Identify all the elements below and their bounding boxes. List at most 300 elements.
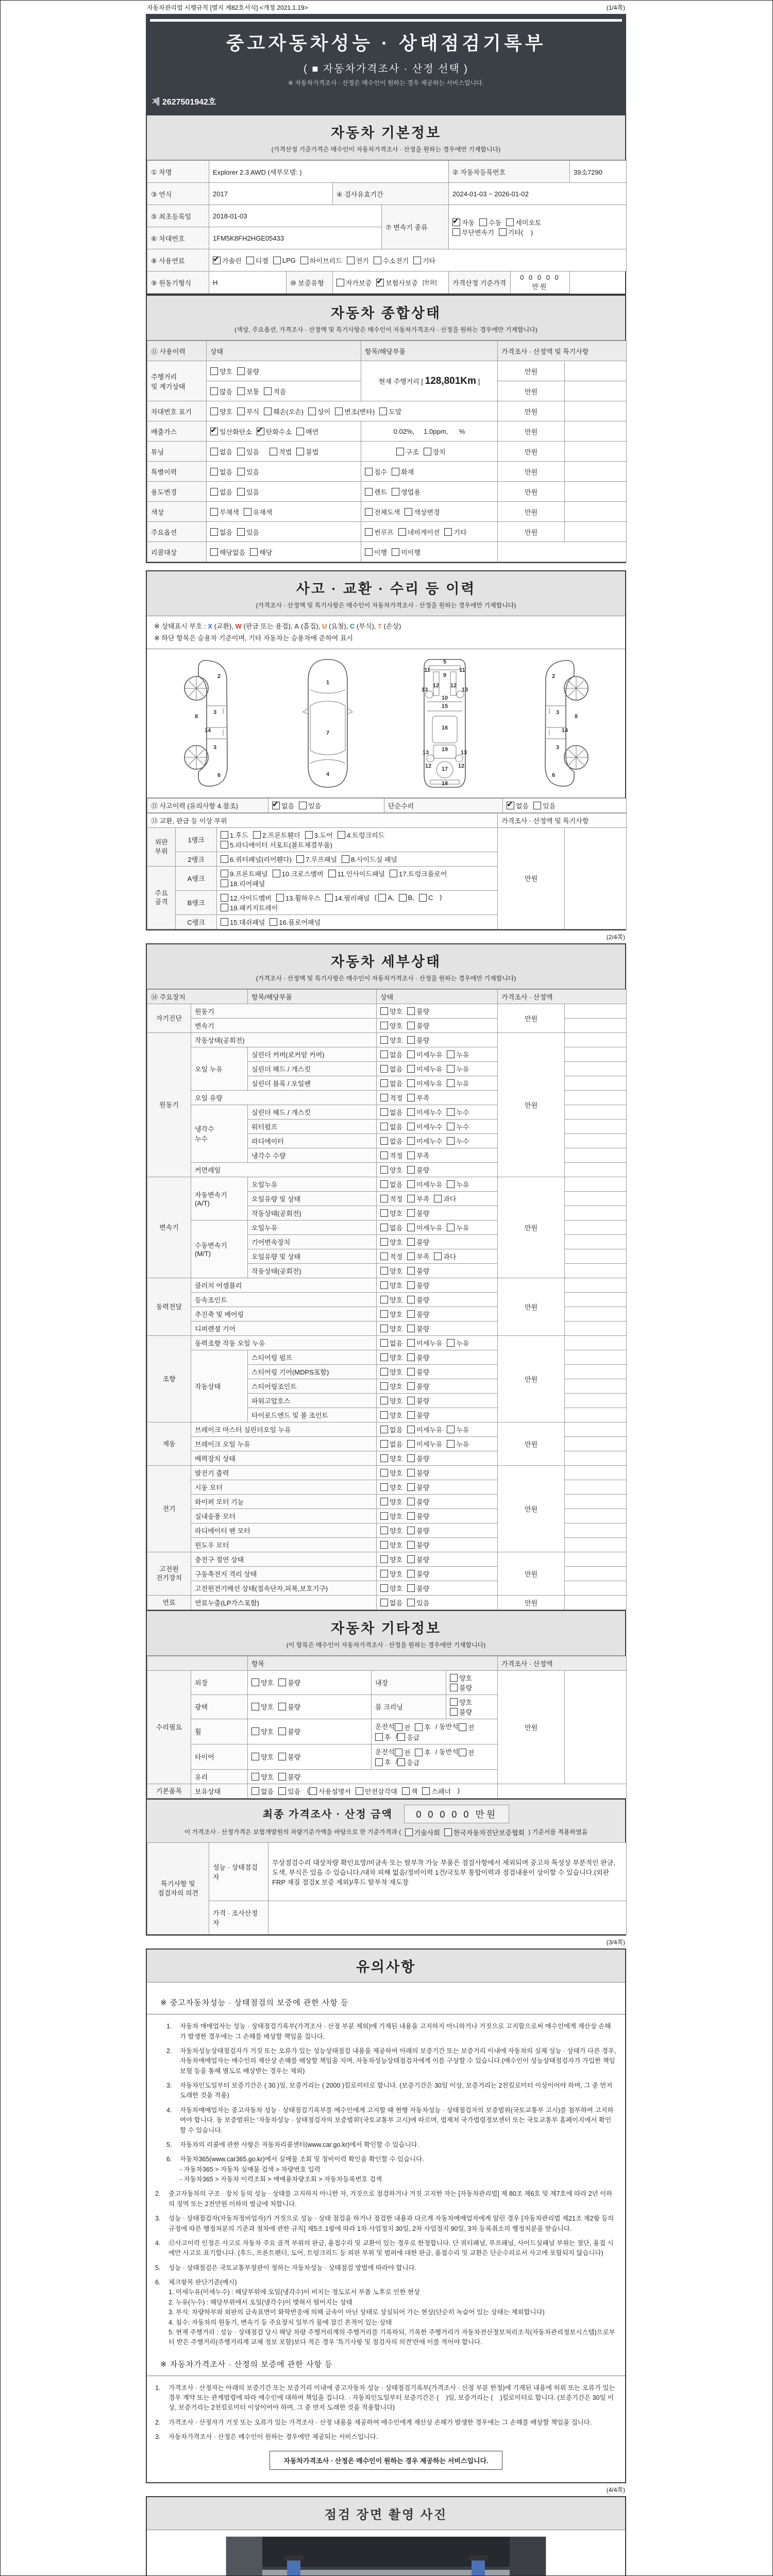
checkbox-option[interactable] xyxy=(447,1078,469,1088)
unchecked-box[interactable] xyxy=(380,1325,388,1332)
unchecked-box[interactable] xyxy=(407,1527,415,1534)
unchecked-box[interactable] xyxy=(338,831,345,839)
unchecked-box[interactable] xyxy=(407,1339,415,1347)
unchecked-box[interactable] xyxy=(407,1137,415,1145)
unchecked-box[interactable] xyxy=(479,218,487,226)
unchecked-box[interactable] xyxy=(392,548,399,556)
checkbox-option[interactable] xyxy=(380,1150,402,1160)
checkbox-option[interactable] xyxy=(407,1280,429,1290)
unchecked-box[interactable] xyxy=(237,408,245,415)
checkbox-option[interactable] xyxy=(273,869,324,878)
checked-box[interactable] xyxy=(213,257,221,264)
unchecked-box[interactable] xyxy=(380,1411,388,1419)
checkbox-option[interactable] xyxy=(434,1251,456,1261)
checkbox-option[interactable] xyxy=(305,830,333,840)
unchecked-box[interactable] xyxy=(273,870,280,877)
unchecked-box[interactable] xyxy=(347,257,355,264)
unchecked-box[interactable] xyxy=(380,1397,388,1404)
checkbox-option[interactable] xyxy=(296,447,318,456)
unchecked-box[interactable] xyxy=(380,1238,388,1246)
unchecked-box[interactable] xyxy=(447,1426,455,1433)
unchecked-box[interactable] xyxy=(380,1252,388,1260)
checkbox-option[interactable] xyxy=(210,427,252,436)
checkbox-option[interactable] xyxy=(347,256,369,265)
unchecked-box[interactable] xyxy=(450,1674,458,1682)
unchecked-box[interactable] xyxy=(407,1454,415,1462)
unchecked-box[interactable] xyxy=(506,218,514,226)
checkbox-option[interactable] xyxy=(407,1352,429,1362)
checkbox-option[interactable] xyxy=(210,507,239,517)
checkbox-option[interactable] xyxy=(407,1367,429,1377)
checkbox-option[interactable] xyxy=(413,256,435,265)
unchecked-box[interactable] xyxy=(407,1325,415,1332)
unchecked-box[interactable] xyxy=(221,831,228,839)
checkbox-option[interactable] xyxy=(296,427,318,436)
checkbox-option[interactable] xyxy=(407,1554,429,1564)
checkbox-option[interactable] xyxy=(407,1093,429,1103)
unchecked-box[interactable] xyxy=(407,1469,415,1477)
checkbox-option[interactable] xyxy=(407,1425,442,1434)
unchecked-box[interactable] xyxy=(221,918,228,926)
checkbox-option[interactable] xyxy=(257,427,292,436)
unchecked-box[interactable] xyxy=(450,1698,458,1706)
checkbox-option[interactable] xyxy=(365,487,387,497)
unchecked-box[interactable] xyxy=(210,488,218,496)
unchecked-box[interactable] xyxy=(380,1512,388,1520)
unchecked-box[interactable] xyxy=(380,1599,388,1606)
unchecked-box[interactable] xyxy=(444,528,452,536)
unchecked-box[interactable] xyxy=(356,1787,363,1795)
unchecked-box[interactable] xyxy=(380,1151,388,1159)
checkbox-option[interactable] xyxy=(251,1772,274,1782)
unchecked-box[interactable] xyxy=(407,1007,415,1015)
checkbox-option[interactable] xyxy=(264,406,304,416)
checkbox-option[interactable] xyxy=(380,1179,402,1189)
checkbox-option[interactable] xyxy=(447,1179,469,1189)
checkbox-option[interactable] xyxy=(407,1251,429,1261)
unchecked-box[interactable] xyxy=(380,1094,388,1101)
checkbox-option[interactable] xyxy=(380,1352,402,1362)
unchecked-box[interactable] xyxy=(380,1483,388,1491)
unchecked-box[interactable] xyxy=(237,488,245,496)
checkbox-option[interactable] xyxy=(447,1136,469,1146)
checkbox-option[interactable] xyxy=(296,854,337,864)
checkbox-option[interactable] xyxy=(221,917,265,927)
checkbox-option[interactable] xyxy=(365,547,387,557)
unchecked-box[interactable] xyxy=(407,1599,415,1606)
unchecked-box[interactable] xyxy=(210,387,218,395)
checkbox-option[interactable] xyxy=(210,447,232,456)
unchecked-box[interactable] xyxy=(407,1440,415,1448)
unchecked-box[interactable] xyxy=(221,904,228,911)
checkbox-option[interactable] xyxy=(422,1786,451,1796)
unchecked-box[interactable] xyxy=(407,1483,415,1491)
checkbox-option[interactable] xyxy=(395,1748,411,1757)
checkbox-option[interactable] xyxy=(407,1324,429,1333)
checkbox-option[interactable] xyxy=(407,1064,442,1074)
unchecked-box[interactable] xyxy=(407,1195,415,1202)
unchecked-box[interactable] xyxy=(276,894,284,902)
unchecked-box[interactable] xyxy=(210,367,218,375)
checkbox-option[interactable] xyxy=(380,1367,402,1377)
unchecked-box[interactable] xyxy=(407,1570,415,1578)
checkbox-option[interactable] xyxy=(407,1194,429,1204)
checkbox-option[interactable] xyxy=(407,1208,429,1218)
checkbox-option[interactable] xyxy=(407,1511,429,1521)
unchecked-box[interactable] xyxy=(407,1079,415,1087)
unchecked-box[interactable] xyxy=(415,1749,423,1756)
unchecked-box[interactable] xyxy=(278,1703,286,1710)
checkbox-option[interactable] xyxy=(251,1702,274,1711)
unchecked-box[interactable] xyxy=(459,1749,466,1756)
unchecked-box[interactable] xyxy=(308,408,316,415)
checkbox-option[interactable] xyxy=(380,1064,402,1074)
checkbox-option[interactable] xyxy=(397,1732,419,1742)
checkbox-option[interactable] xyxy=(244,507,273,517)
unchecked-box[interactable] xyxy=(221,841,228,849)
checkbox-option[interactable] xyxy=(338,830,385,840)
unchecked-box[interactable] xyxy=(447,1108,455,1116)
checkbox-option[interactable] xyxy=(447,1425,469,1434)
unchecked-box[interactable] xyxy=(405,508,412,516)
checkbox-option[interactable] xyxy=(380,1511,402,1521)
unchecked-box[interactable] xyxy=(444,1828,452,1836)
unchecked-box[interactable] xyxy=(380,1079,388,1087)
checkbox-option[interactable] xyxy=(447,1107,469,1117)
unchecked-box[interactable] xyxy=(380,1570,388,1578)
checkbox-option[interactable] xyxy=(407,1107,442,1117)
checkbox-option[interactable] xyxy=(407,1049,442,1059)
unchecked-box[interactable] xyxy=(296,428,304,435)
checkbox-option[interactable] xyxy=(447,1439,469,1449)
unchecked-box[interactable] xyxy=(380,1195,388,1202)
unchecked-box[interactable] xyxy=(237,448,245,455)
unchecked-box[interactable] xyxy=(380,1469,388,1477)
unchecked-box[interactable] xyxy=(396,448,404,455)
checkbox-option[interactable] xyxy=(379,406,401,416)
unchecked-box[interactable] xyxy=(379,408,387,415)
checkbox-option[interactable] xyxy=(237,467,259,477)
unchecked-box[interactable] xyxy=(380,1281,388,1289)
checkbox-option[interactable] xyxy=(380,1482,402,1492)
unchecked-box[interactable] xyxy=(210,448,218,455)
unchecked-box[interactable] xyxy=(380,1267,388,1275)
checkbox-option[interactable] xyxy=(251,1726,274,1736)
checkbox-option[interactable] xyxy=(447,1122,469,1131)
unchecked-box[interactable] xyxy=(407,1267,415,1275)
checkbox-option[interactable] xyxy=(237,527,259,537)
unchecked-box[interactable] xyxy=(210,408,218,415)
unchecked-box[interactable] xyxy=(407,1512,415,1520)
unchecked-box[interactable] xyxy=(450,1708,458,1716)
checkbox-option[interactable] xyxy=(380,1569,402,1579)
checkbox-option[interactable] xyxy=(380,1194,402,1204)
checkbox-option[interactable] xyxy=(380,1280,402,1290)
unchecked-box[interactable] xyxy=(273,257,281,264)
unchecked-box[interactable] xyxy=(296,448,304,455)
checkbox-option[interactable] xyxy=(251,1786,274,1796)
checkbox-option[interactable] xyxy=(407,1540,429,1550)
checkbox-option[interactable] xyxy=(380,1526,402,1535)
unchecked-box[interactable] xyxy=(407,1382,415,1390)
checkbox-option[interactable] xyxy=(221,840,332,850)
unchecked-box[interactable] xyxy=(365,508,373,516)
checkbox-option[interactable] xyxy=(407,1266,429,1276)
checkbox-option[interactable] xyxy=(365,467,387,477)
checkbox-option[interactable] xyxy=(278,1677,300,1687)
checkbox-option[interactable] xyxy=(407,1598,429,1607)
unchecked-box[interactable] xyxy=(452,228,460,236)
unchecked-box[interactable] xyxy=(407,1555,415,1563)
checkbox-option[interactable] xyxy=(444,527,466,537)
unchecked-box[interactable] xyxy=(407,1209,415,1217)
unchecked-box[interactable] xyxy=(278,1679,286,1686)
checkbox-option[interactable] xyxy=(380,1078,402,1088)
unchecked-box[interactable] xyxy=(450,1684,458,1691)
unchecked-box[interactable] xyxy=(407,1411,415,1419)
checkbox-option[interactable] xyxy=(221,830,248,840)
unchecked-box[interactable] xyxy=(407,1426,415,1433)
unchecked-box[interactable] xyxy=(447,1180,455,1188)
unchecked-box[interactable] xyxy=(395,1723,402,1731)
unchecked-box[interactable] xyxy=(407,1166,415,1174)
checkbox-option[interactable] xyxy=(380,1381,402,1391)
checkbox-option[interactable] xyxy=(380,1309,402,1319)
unchecked-box[interactable] xyxy=(251,1679,259,1686)
checkbox-option[interactable] xyxy=(407,1439,442,1449)
unchecked-box[interactable] xyxy=(447,1137,455,1145)
checkbox-option[interactable] xyxy=(380,1208,402,1218)
checkbox-option[interactable] xyxy=(273,257,296,264)
unchecked-box[interactable] xyxy=(407,1050,415,1058)
checkbox-option[interactable] xyxy=(210,366,232,376)
checkbox-option[interactable] xyxy=(380,1165,402,1175)
checkbox-option[interactable] xyxy=(270,917,321,927)
checkbox-option[interactable] xyxy=(407,1338,442,1348)
checked-box[interactable] xyxy=(210,428,218,435)
unchecked-box[interactable] xyxy=(278,1753,286,1760)
checkbox-option[interactable] xyxy=(221,903,278,912)
checkbox-option[interactable] xyxy=(309,1786,351,1796)
unchecked-box[interactable] xyxy=(380,1123,388,1130)
checkbox-option[interactable] xyxy=(390,869,447,878)
checkbox-option[interactable] xyxy=(380,1453,402,1463)
unchecked-box[interactable] xyxy=(380,1050,388,1058)
checkbox-option[interactable] xyxy=(276,893,321,903)
checkbox-option[interactable] xyxy=(221,893,272,903)
unchecked-box[interactable] xyxy=(407,1123,415,1130)
checkbox-option[interactable] xyxy=(210,547,245,557)
unchecked-box[interactable] xyxy=(380,1065,388,1073)
unchecked-box[interactable] xyxy=(278,1787,286,1795)
unchecked-box[interactable] xyxy=(398,528,406,536)
checkbox-option[interactable] xyxy=(270,447,292,456)
unchecked-box[interactable] xyxy=(424,448,431,455)
checkbox-option[interactable] xyxy=(325,893,369,903)
checkbox-option[interactable] xyxy=(407,1381,429,1391)
unchecked-box[interactable] xyxy=(251,1753,259,1760)
unchecked-box[interactable] xyxy=(221,879,228,887)
checkbox-option[interactable] xyxy=(380,1107,402,1117)
unchecked-box[interactable] xyxy=(380,1382,388,1390)
unchecked-box[interactable] xyxy=(264,387,272,395)
unchecked-box[interactable] xyxy=(407,1252,415,1260)
checkbox-option[interactable] xyxy=(450,1683,472,1692)
unchecked-box[interactable] xyxy=(399,894,407,902)
checkbox-option[interactable] xyxy=(506,217,541,227)
checkbox-option[interactable] xyxy=(392,487,421,497)
unchecked-box[interactable] xyxy=(210,548,218,556)
checkbox-option[interactable] xyxy=(459,1748,475,1757)
checkbox-option[interactable] xyxy=(380,1223,402,1232)
checkbox-option[interactable] xyxy=(407,1526,429,1535)
unchecked-box[interactable] xyxy=(380,1584,388,1592)
checkbox-option[interactable] xyxy=(380,1410,402,1420)
unchecked-box[interactable] xyxy=(422,1787,430,1795)
unchecked-box[interactable] xyxy=(253,831,261,839)
checkbox-option[interactable] xyxy=(380,1006,402,1016)
checkbox-option[interactable] xyxy=(407,1396,429,1405)
unchecked-box[interactable] xyxy=(380,1137,388,1145)
checkbox-option[interactable] xyxy=(300,256,342,265)
checkbox-option[interactable] xyxy=(250,547,272,557)
unchecked-box[interactable] xyxy=(251,1787,259,1795)
checkbox-option[interactable] xyxy=(378,894,394,902)
unchecked-box[interactable] xyxy=(434,1252,442,1260)
unchecked-box[interactable] xyxy=(278,1773,286,1781)
checked-box[interactable] xyxy=(376,279,384,286)
unchecked-box[interactable] xyxy=(499,228,507,236)
unchecked-box[interactable] xyxy=(335,408,343,415)
unchecked-box[interactable] xyxy=(237,528,245,536)
unchecked-box[interactable] xyxy=(407,1022,415,1029)
checkbox-option[interactable] xyxy=(308,406,330,416)
unchecked-box[interactable] xyxy=(390,870,397,877)
checkbox-option[interactable] xyxy=(415,1748,431,1757)
unchecked-box[interactable] xyxy=(407,1224,415,1231)
unchecked-box[interactable] xyxy=(237,387,245,395)
checkbox-option[interactable] xyxy=(533,801,556,810)
checkbox-option[interactable] xyxy=(221,878,265,888)
checkbox-option[interactable] xyxy=(299,801,321,810)
unchecked-box[interactable] xyxy=(365,528,373,536)
checkbox-option[interactable] xyxy=(380,1122,402,1131)
checkbox-option[interactable] xyxy=(450,1707,472,1717)
unchecked-box[interactable] xyxy=(221,855,228,863)
unchecked-box[interactable] xyxy=(459,1723,466,1731)
checkbox-option[interactable] xyxy=(237,487,259,497)
unchecked-box[interactable] xyxy=(244,508,251,516)
unchecked-box[interactable] xyxy=(407,1238,415,1246)
checkbox-option[interactable] xyxy=(380,1425,402,1434)
unchecked-box[interactable] xyxy=(407,1036,415,1044)
checkbox-option[interactable] xyxy=(210,386,232,396)
unchecked-box[interactable] xyxy=(413,257,421,264)
checkbox-option[interactable] xyxy=(444,1827,525,1837)
unchecked-box[interactable] xyxy=(251,1727,259,1735)
checkbox-option[interactable] xyxy=(407,1021,429,1030)
unchecked-box[interactable] xyxy=(380,1339,388,1347)
unchecked-box[interactable] xyxy=(395,1749,402,1756)
checkbox-option[interactable] xyxy=(450,1673,472,1683)
checkbox-option[interactable] xyxy=(392,467,414,477)
checkbox-option[interactable] xyxy=(447,1338,469,1348)
checkbox-option[interactable] xyxy=(264,386,286,396)
checkbox-option[interactable] xyxy=(405,1827,440,1837)
unchecked-box[interactable] xyxy=(380,1426,388,1433)
checkbox-option[interactable] xyxy=(210,406,232,416)
unchecked-box[interactable] xyxy=(407,1541,415,1549)
checkbox-option[interactable] xyxy=(407,1136,442,1146)
unchecked-box[interactable] xyxy=(375,1733,383,1741)
unchecked-box[interactable] xyxy=(447,1050,455,1058)
unchecked-box[interactable] xyxy=(380,1353,388,1361)
checkbox-option[interactable] xyxy=(365,527,394,537)
unchecked-box[interactable] xyxy=(300,257,308,264)
unchecked-box[interactable] xyxy=(325,894,333,902)
unchecked-box[interactable] xyxy=(380,1166,388,1174)
checkbox-option[interactable] xyxy=(398,527,440,537)
checked-box[interactable] xyxy=(257,428,264,435)
unchecked-box[interactable] xyxy=(210,508,218,516)
unchecked-box[interactable] xyxy=(309,1787,317,1795)
checkbox-option[interactable] xyxy=(407,1122,442,1131)
checkbox-option[interactable] xyxy=(278,1786,300,1796)
checkbox-option[interactable] xyxy=(405,507,440,517)
checkbox-option[interactable] xyxy=(407,1237,429,1247)
unchecked-box[interactable] xyxy=(210,468,218,476)
unchecked-box[interactable] xyxy=(299,802,307,809)
unchecked-box[interactable] xyxy=(407,1094,415,1101)
unchecked-box[interactable] xyxy=(210,528,218,536)
unchecked-box[interactable] xyxy=(380,1022,388,1029)
checkbox-option[interactable] xyxy=(424,447,446,456)
checkbox-option[interactable] xyxy=(328,869,385,878)
checkbox-option[interactable] xyxy=(210,467,232,477)
checkbox-option[interactable] xyxy=(380,1251,402,1261)
checkbox-option[interactable] xyxy=(213,256,242,265)
unchecked-box[interactable] xyxy=(447,1339,455,1347)
checkbox-option[interactable] xyxy=(407,1453,429,1463)
unchecked-box[interactable] xyxy=(407,1108,415,1116)
unchecked-box[interactable] xyxy=(419,894,427,902)
unchecked-box[interactable] xyxy=(374,257,381,264)
checkbox-option[interactable] xyxy=(380,1439,402,1449)
checkbox-option[interactable] xyxy=(335,406,375,416)
checkbox-option[interactable] xyxy=(407,1223,442,1232)
checkbox-option[interactable] xyxy=(356,1786,397,1796)
unchecked-box[interactable] xyxy=(251,1773,259,1781)
unchecked-box[interactable] xyxy=(447,1079,455,1087)
checkbox-option[interactable] xyxy=(380,1021,402,1030)
checkbox-option[interactable] xyxy=(278,1772,300,1782)
unchecked-box[interactable] xyxy=(447,1065,455,1073)
checkbox-option[interactable] xyxy=(380,1295,402,1304)
unchecked-box[interactable] xyxy=(407,1498,415,1505)
checkbox-option[interactable] xyxy=(251,1752,274,1761)
unchecked-box[interactable] xyxy=(380,1296,388,1303)
unchecked-box[interactable] xyxy=(407,1065,415,1073)
unchecked-box[interactable] xyxy=(402,1787,410,1795)
checkbox-option[interactable] xyxy=(380,1497,402,1506)
checkbox-option[interactable] xyxy=(407,1583,429,1593)
checkbox-option[interactable] xyxy=(380,1266,402,1276)
checkbox-option[interactable] xyxy=(342,854,397,864)
unchecked-box[interactable] xyxy=(405,1828,413,1836)
checkbox-option[interactable] xyxy=(337,278,372,287)
checkbox-option[interactable] xyxy=(380,1324,402,1333)
checkbox-option[interactable] xyxy=(407,1468,429,1478)
